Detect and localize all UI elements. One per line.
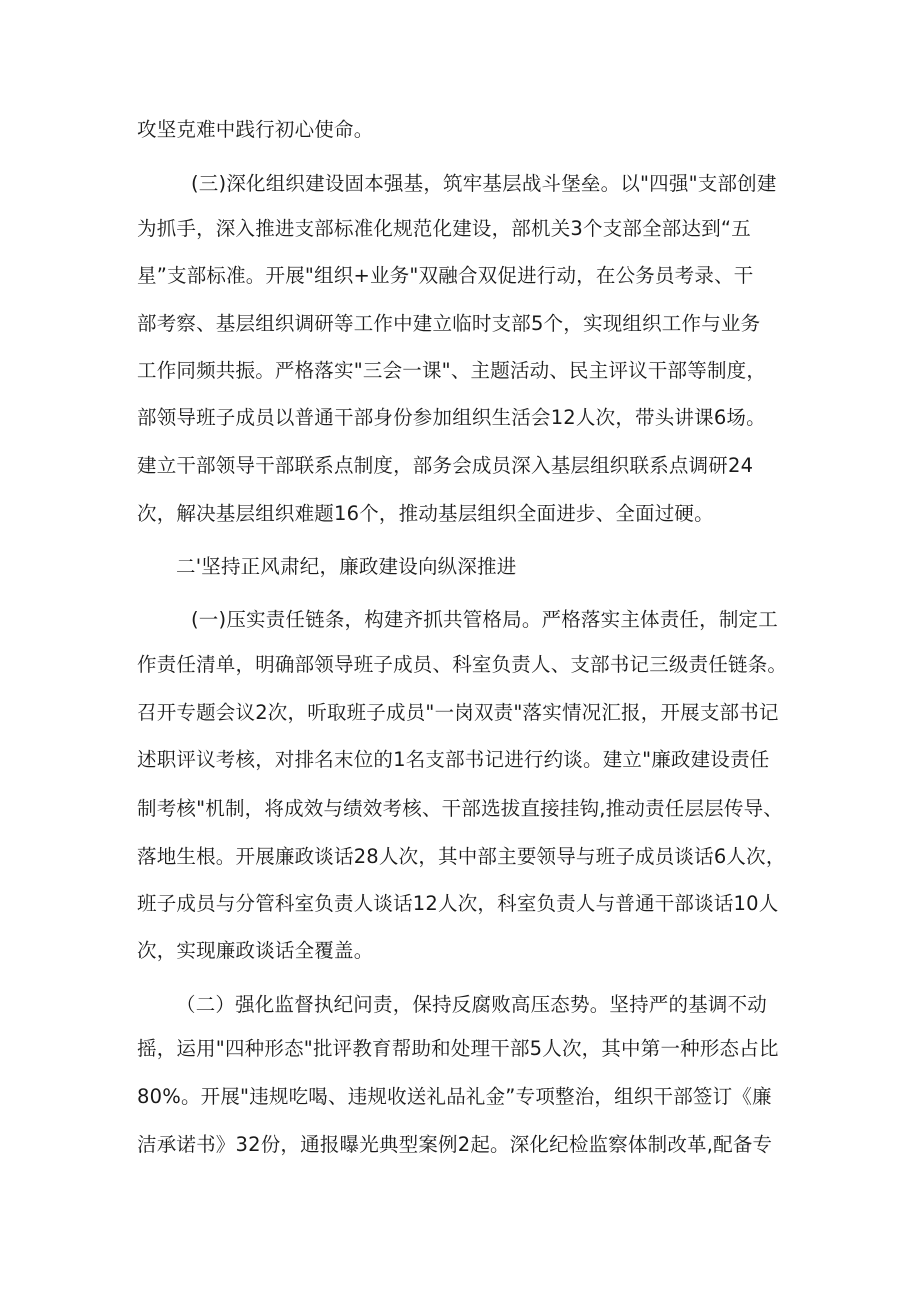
section-3-heading-line: (三)深化组织建设固本强基，筑牢基层战斗堡垒。以"四强"支部创建 — [191, 172, 777, 195]
text-line-12: 作责任清单，明确部领导班子成员、科室负责人、支部书记三级责任链条。 — [137, 653, 788, 676]
subsection-2-heading-line: （二）强化监督执纪问责，保持反腐败高压态势。坚持严的基调不动 — [176, 993, 768, 1016]
text-line-7: 部领导班子成员以普通干部身份参加组织生活会12人次，带头讲课6场。 — [137, 406, 766, 429]
text-line-15: 制考核"机制，将成效与绩效考核、干部选拔直接挂钩,推动责任层层传导、 — [137, 797, 783, 820]
text-line-18: 次，实现廉政谈话全覆盖。 — [137, 939, 374, 962]
text-line-6: 工作同频共振。严格落实"三会一课"、主题活动、民主评议干部等制度， — [137, 359, 767, 382]
subsection-1-heading-line: (一)压实责任链条，构建齐抓共管格局。严格落实主体责任，制定工 — [191, 608, 778, 631]
text-line-9: 次，解决基层组织难题16个，推动基层组织全面进步、全面过硬。 — [137, 502, 714, 525]
text-line-20: 摇，运用"四种形态"批评教育帮助和处理干部5人次，其中第一种形态占比 — [137, 1037, 779, 1060]
text-line-17: 班子成员与分管科室负责人谈话12人次，科室负责人与普通干部谈话10人 — [137, 892, 779, 915]
section-2-heading: 二'坚持正风肃纪，廉政建设向纵深推进 — [176, 555, 517, 578]
text-line-4: 星”支部标准。开展"组织+业务"双融合双促进行动，在公务员考录、干 — [137, 264, 754, 287]
text-line-16: 落地生根。开展廉政谈话28人次，其中部主要领导与班子成员谈话6人次， — [137, 845, 786, 868]
text-line-21: 80%。开展"违规吃喝、违规收送礼品礼金”专项整治，组织干部签订《廉 — [137, 1085, 772, 1108]
text-line-13: 召开专题会议2次，听取班子成员"一岗双责"落实情况汇报，开展支部书记 — [137, 701, 779, 724]
text-line-22: 洁承诺书》32份，通报曝光典型案例2起。深化纪检监察体制改革,配备专 — [137, 1133, 773, 1156]
text-line-8: 建立干部领导干部联系点制度，部务会成员深入基层组织联系点调研24 — [137, 454, 754, 477]
text-line-5: 部考察、基层组织调研等工作中建立临时支部5个，实现组织工作与业务 — [137, 312, 761, 335]
text-line-1: 攻坚克难中践行初心使命。 — [137, 118, 374, 141]
text-line-3: 为抓手，深入推进支部标准化规范化建设，部机关3个支部全部达到“五 — [137, 217, 751, 240]
text-line-14: 述职评议考核，对排名末位的1名支部书记进行约谈。建立"廉政建设责任 — [137, 748, 770, 771]
